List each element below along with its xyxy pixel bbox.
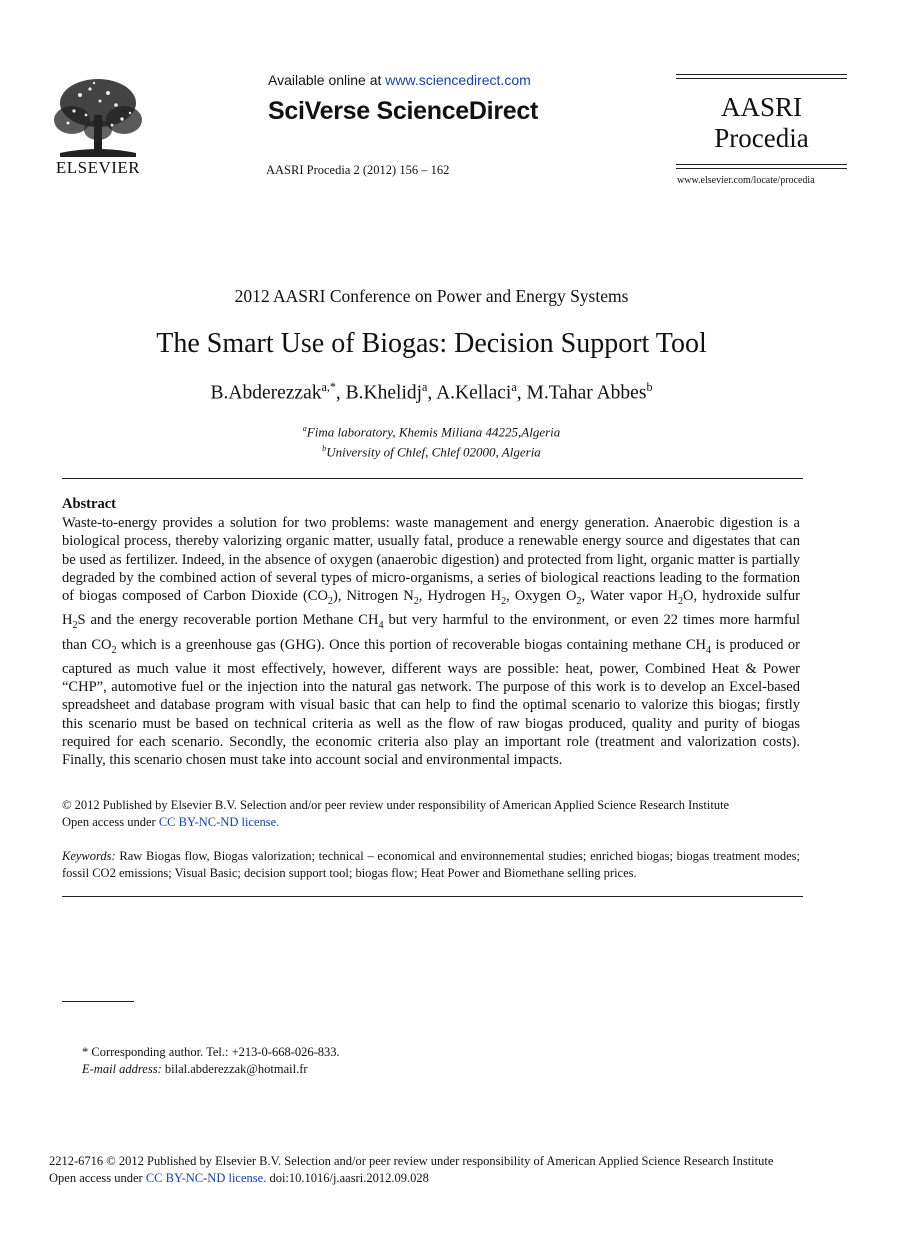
footnote <box>82 1044 340 1078</box>
journal-logo-rule-top-1 <box>676 74 847 75</box>
author-affiliation-mark: a <box>422 380 428 394</box>
affiliation-list <box>0 420 863 461</box>
subscript: 2 <box>72 620 78 632</box>
paper-title: The Smart Use of Biogas: Decision Support Tool <box>156 328 707 359</box>
subscript: 2 <box>501 596 507 608</box>
abstract-text: Waste-to-energy provides a solution for two problems: waste management and energy generation. Anaerobic digestion is a biological process, thereby valorizing organic matter, usually fatal, produce a renewable energy source and digestates that can be used as fertilizer. Indeed, in the absence of oxygen (anaerobic digestion) and protected from light, organic matter is partially degraded by the combined action of several types of micro-organisms, a series of biological reactions leading to the formation of biogas composed of Carbon Dioxide (CO <box>62 515 800 605</box>
open-access-line <box>62 814 802 831</box>
abstract-text: O, hydroxide sulfur H <box>62 588 800 629</box>
copyright-notice <box>62 797 802 831</box>
abstract-bottom-divider <box>62 896 803 897</box>
author-affiliation-mark: a,* <box>321 380 336 394</box>
abstract-top-divider <box>62 478 803 479</box>
sciencedirect-link[interactable]: www.sciencedirect.com <box>385 72 531 88</box>
keywords-label: Keywords: <box>62 849 116 863</box>
keywords-text: Raw Biogas flow, Biogas valorization; technical – economical and environnemental studies; enriched biogas; biogas treatment modes; fossil CO2 emissions; Visual Basic; decision support tool; biogas flow; Heat Power and Biomethane selling prices. <box>62 849 800 880</box>
bottom-license-link[interactable]: CC BY-NC-ND license. <box>145 1171 267 1185</box>
footnote-rule <box>62 1001 134 1002</box>
keywords <box>62 848 800 882</box>
abstract-text: , Oxygen O <box>506 588 577 605</box>
available-online-line <box>268 72 531 88</box>
author-name: B.Abderezzak <box>210 382 322 404</box>
subscript: 2 <box>327 596 333 608</box>
author-name: M.Tahar Abbes <box>526 382 647 404</box>
author-separator: , <box>516 382 527 404</box>
author-separator: , <box>335 382 346 404</box>
journal-logo <box>676 92 847 154</box>
affiliation <box>0 440 863 460</box>
elsevier-wordmark: ELSEVIER <box>55 158 141 177</box>
affiliation-mark: b <box>322 444 327 454</box>
copyright-line: © 2012 Published by Elsevier B.V. Selection and/or peer review under responsibility of American Applied Science Research Institute <box>62 798 730 812</box>
subscript: 2 <box>413 596 419 608</box>
author-affiliation-mark: b <box>646 380 653 394</box>
author-separator: , <box>427 382 437 404</box>
subscript: 2 <box>677 596 684 608</box>
journal-reference: AASRI Procedia 2 (2012) 156 – 162 <box>266 163 450 177</box>
abstract-text: , Hydrogen H <box>418 588 502 605</box>
abstract-text: is produced or captured as much value it most effectively, however, different ways are possible: heat, power, Combined Heat & Power “CHP”, automotive fuel or the injection into the natural gas network. The purpose of this work is to develop an Excel-based spreadsheet and database program with visual basic that can help to find the optimal scenario to valorize this biogas; firstly this scenario must be based on technical criteria as well as the flow of raw biogas produced, quality and purity of biogas required for each scenario. Secondly, the economic criteria also play an important role (treatment and valorization costs). Finally, this scenario chosen must take into account social and environmental impacts. <box>62 636 800 769</box>
affiliation-mark: a <box>302 424 307 433</box>
abstract-text: but very harmful to the environment, or even 22 times more harmful than CO <box>62 612 800 653</box>
affiliation-text: University of Chlef, Chlef 02000, Algeria <box>326 444 541 460</box>
subscript: 4 <box>705 644 712 656</box>
affiliation <box>0 420 863 440</box>
open-access-text: Open access under <box>49 1171 146 1185</box>
abstract-body <box>62 514 800 770</box>
abstract-text: ), Nitrogen N <box>332 588 414 605</box>
abstract-text: which is a greenhouse gas (GHG). Once this portion of recoverable biogas containing methane CH <box>116 636 706 653</box>
subscript: 2 <box>111 644 117 656</box>
open-access-text: Open access under <box>62 815 159 829</box>
license-link[interactable]: CC BY-NC-ND license. <box>158 815 280 829</box>
abstract-heading: Abstract <box>62 496 116 512</box>
conference-name: 2012 AASRI Conference on Power and Energy Systems <box>234 286 629 306</box>
subscript: 4 <box>378 620 384 632</box>
journal-logo-line1: AASRI <box>720 92 802 122</box>
abstract-text: , Water vapor H <box>581 588 678 605</box>
email-line <box>82 1061 340 1078</box>
corresponding-author: * Corresponding author. Tel.: +213-0-668-026-833. <box>82 1045 340 1059</box>
affiliation-text: Fima laboratory, Khemis Miliana 44225,Algeria <box>306 424 561 440</box>
author-name: A.Kellaci <box>436 382 512 404</box>
journal-logo-rule-top-2 <box>676 78 847 79</box>
bottom-open-access-line <box>49 1170 849 1187</box>
journal-logo-line2: Procedia <box>714 123 809 153</box>
issn-copyright-line: 2212-6716 © 2012 Published by Elsevier B.V. Selection and/or peer review under responsibility of American Applied Science Research Institute <box>49 1154 774 1168</box>
subscript: 2 <box>576 596 582 608</box>
doi: doi:10.1016/j.aasri.2012.09.028 <box>266 1171 429 1185</box>
abstract-text: S and the energy recoverable portion Methane CH <box>77 612 379 629</box>
available-online-text: Available online at <box>268 72 386 88</box>
author-list <box>0 380 863 405</box>
bottom-copyright-notice <box>49 1153 849 1187</box>
author-name: B.Khelidj <box>345 382 423 404</box>
journal-logo-rule-bottom-2 <box>676 168 847 169</box>
author-affiliation-mark: a <box>511 380 517 394</box>
sciverse-sciencedirect-logo: SciVerse ScienceDirect <box>268 97 538 125</box>
journal-url[interactable]: www.elsevier.com/locate/procedia <box>677 175 815 186</box>
journal-logo-rule-bottom-1 <box>676 164 847 165</box>
email-address[interactable]: bilal.abderezzak@hotmail.fr <box>161 1062 308 1076</box>
email-label: E-mail address: <box>82 1062 162 1076</box>
